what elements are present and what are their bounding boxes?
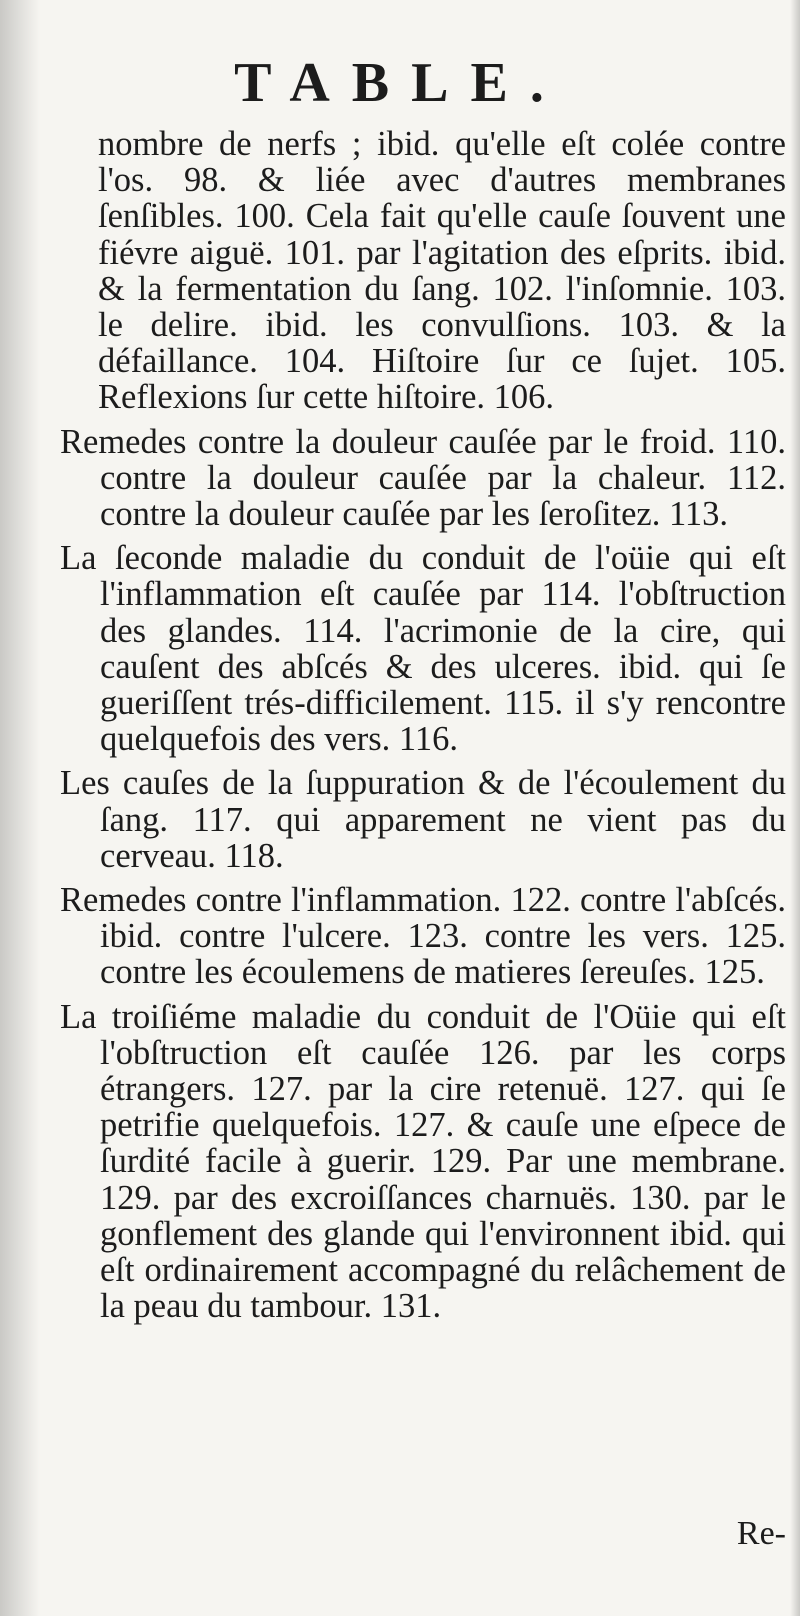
index-entry: La ſeconde maladie du conduit de l'oüie qui eſt l'inflammation eſt cauſée par 114. l'obſtruction des glandes. 114. l'acrimonie de la cire, qui cauſent des abſcés & des ulceres. ibid. qui ſe gueriſſent trés-difficilement. 115. il s'y rencontre quelquefois des vers. 116. [60, 539, 786, 759]
page-title: TABLE. [234, 52, 566, 114]
catchword: Re- [736, 1515, 786, 1552]
index-entry: La troiſiéme maladie du conduit de l'Oüie qui eſt l'obſtruction eſt cauſée 126. par les corps étrangers. 127. par la cire retenuë. 127. qui ſe petrifie quelquefois. 127. & cauſe une eſpece de ſurdité facile à guerir. 129. Par une membrane. 129. par des excroiſſances charnuës. 130. par le gonflement des glande qui l'environnent ibid. qui eſt ordinairement accompagné du relâchement de la peau du tambour. 131. [60, 997, 786, 1326]
index-entry: nombre de nerfs ; ibid. qu'elle eſt colée contre l'os. 98. & liée avec d'autres membranes ſenſibles. 100. Cela fait qu'elle cauſe ſouvent une fiévre aiguë. 101. par l'agitation des eſprits. ibid. & la fermentation du ſang. 102. l'inſomnie. 103. le delire. ibid. les convulſions. 103. & la défaillance. 104. Hiſtoire ſur ce ſujet. 105. Reflexions ſur cette hiſtoire. 106. [98, 125, 786, 417]
index-entries [60, 126, 786, 1333]
index-entry: Remedes contre la douleur cauſée par le froid. 110. contre la douleur cauſée par la chaleur. 112. contre la douleur cauſée par les ſeroſitez. 113. [60, 422, 786, 534]
index-entry: Remedes contre l'inflammation. 122. contre l'abſcés. ibid. contre l'ulcere. 123. contre les vers. 125. contre les écoulemens de matieres ſereuſes. 125. [60, 881, 786, 992]
index-entry: Les cauſes de la ſuppuration & de l'écoulement du ſang. 117. qui apparement ne vient pas du cerveau. 118. [60, 764, 786, 875]
